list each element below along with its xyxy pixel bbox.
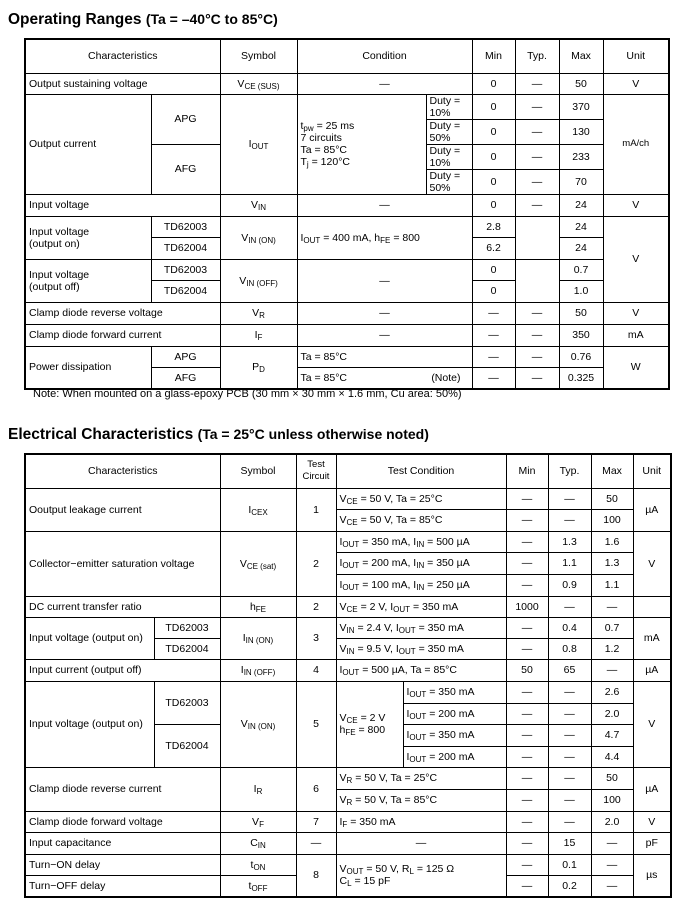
table-row: $I_{OUT} = 200$ mA, $I_{IN} = 350$ µA — 1.1 1.3 bbox=[25, 552, 671, 574]
electrical-characteristics-table bbox=[24, 453, 672, 898]
table-row: Ooutput leakage current $I_{CEX}$ 1 $V_{CE} = 50$ V, Ta = 25°C — — 50 µA bbox=[25, 488, 671, 509]
table-row: $V_{CE} = 50$ V, Ta = 85°C — — 100 bbox=[25, 509, 671, 531]
table-row: TD62004 $I_{OUT} = 350$ mA — — 4.7 bbox=[25, 724, 671, 746]
operating-ranges-table bbox=[24, 38, 670, 390]
pcb-note: Note: When mounted on a glass-epoxy PCB (30 mm × 30 mm × 1.6 mm, Cu area: 50%) bbox=[33, 388, 462, 400]
table-row: Output current APG $I_{OUT}$ $t_{pw} = 25$ ms 7 circuits Ta = 85°C $T_j = 120^\circ C$ Duty = 10% 0 — 370 mA/ch bbox=[25, 94, 669, 119]
table-row: Input voltage (output on) TD62003 $V_{IN (ON)}$ $I_{OUT} = 400$ mA, $h_{FE} = 800$ 2.8 24 V bbox=[25, 216, 669, 237]
table-row: Collector−emitter saturation voltage $V_{CE (sat)}$ 2 $I_{OUT} = 350$ mA, $I_{IN} = 500$ µA — 1.3 1.6 V bbox=[25, 531, 671, 552]
table-row: Clamp diode forward voltage $V_F$ 7 $I_F = 350$ mA — — 2.0 V bbox=[25, 811, 671, 832]
table-row: Input current (output off) $I_{IN (OFF)}$ 4 $I_{OUT} = 500$ µA, Ta = 85°C 50 65 — µA bbox=[25, 659, 671, 681]
table-row: Output sustaining voltage $V_{CE (SUS)}$ — 0 — 50 V bbox=[25, 73, 669, 94]
table-row: Input voltage (output on) TD62003 $I_{IN (ON)}$ 3 $V_{IN} = 2.4$ V, $I_{OUT} = 350$ mA — 0.4 0.7 mA bbox=[25, 617, 671, 638]
electrical-characteristics-title: Electrical Characteristics (Ta = 25°C unless otherwise noted) bbox=[8, 426, 429, 443]
table-row: AFG Ta = 85°C (Note) — — 0.325 bbox=[25, 367, 669, 389]
table-header-row: Characteristics Symbol Condition Min Typ. Max Unit bbox=[25, 39, 669, 73]
table-row: TD62004 6.2 24 bbox=[25, 237, 669, 259]
table-row: TD62004 $V_{IN} = 9.5$ V, $I_{OUT} = 350$ mA — 0.8 1.2 bbox=[25, 638, 671, 659]
table-row: $I_{OUT} = 100$ mA, $I_{IN} = 250$ µA — 0.9 1.1 bbox=[25, 574, 671, 596]
table-header-row: Characteristics Symbol Test Circuit Test Condition Min Typ. Max Unit bbox=[25, 454, 671, 488]
table-row: Clamp diode reverse voltage $V_R$ — — — 50 V bbox=[25, 302, 669, 324]
output-current-condition: $t_{pw} = 25$ ms 7 circuits Ta = 85°C $T_j = 120^\circ C$ bbox=[297, 94, 426, 194]
table-row: Duty = 50% 0 — 130 bbox=[25, 119, 669, 144]
table-row: Input voltage (output off) TD62003 $V_{IN (OFF)}$ — 0 0.7 bbox=[25, 259, 669, 280]
table-row: Clamp diode reverse current $I_R$ 6 $V_R = 50$ V, Ta = 25°C — — 50 µA bbox=[25, 767, 671, 789]
table-row: $V_R = 50$ V, Ta = 85°C — — 100 bbox=[25, 789, 671, 811]
operating-ranges-title: Operating Ranges (Ta = –40°C to 85°C) bbox=[8, 11, 278, 28]
table-row: AFG Duty = 10% 0 — 233 bbox=[25, 144, 669, 169]
table-row: Turn−OFF delay $t_{OFF}$ — 0.2 — bbox=[25, 875, 671, 897]
table-row: Clamp diode forward current $I_F$ — — — 350 mA bbox=[25, 324, 669, 346]
table-row: Duty = 50% 0 — 70 bbox=[25, 169, 669, 194]
table-row: Input voltage (output on) TD62003 $V_{IN (ON)}$ 5 $V_{CE} = 2$ V $h_{FE} = 800$ $I_{OUT} = 350$ mA — — 2.6 V bbox=[25, 681, 671, 703]
table-row: DC current transfer ratio $h_{FE}$ 2 $V_{CE} = 2$ V, $I_{OUT} = 350$ mA 1000 — — bbox=[25, 596, 671, 617]
table-row: Turn−ON delay $t_{ON}$ 8 $V_{OUT} = 50$ V, $R_L = 125$ Ω $C_L = 15$ pF — 0.1 — µs bbox=[25, 854, 671, 875]
table-row: TD62004 0 1.0 bbox=[25, 280, 669, 302]
table-row: Power dissipation APG $P_D$ Ta = 85°C — — 0.76 W bbox=[25, 346, 669, 367]
table-row: $I_{OUT} = 200$ mA — — 2.0 bbox=[25, 703, 671, 724]
table-row: Input capacitance $C_{IN}$ — — — 15 — pF bbox=[25, 832, 671, 854]
table-row: Input voltage $V_{IN}$ — 0 — 24 V bbox=[25, 194, 669, 216]
table-row: $I_{OUT} = 200$ mA — — 4.4 bbox=[25, 746, 671, 767]
